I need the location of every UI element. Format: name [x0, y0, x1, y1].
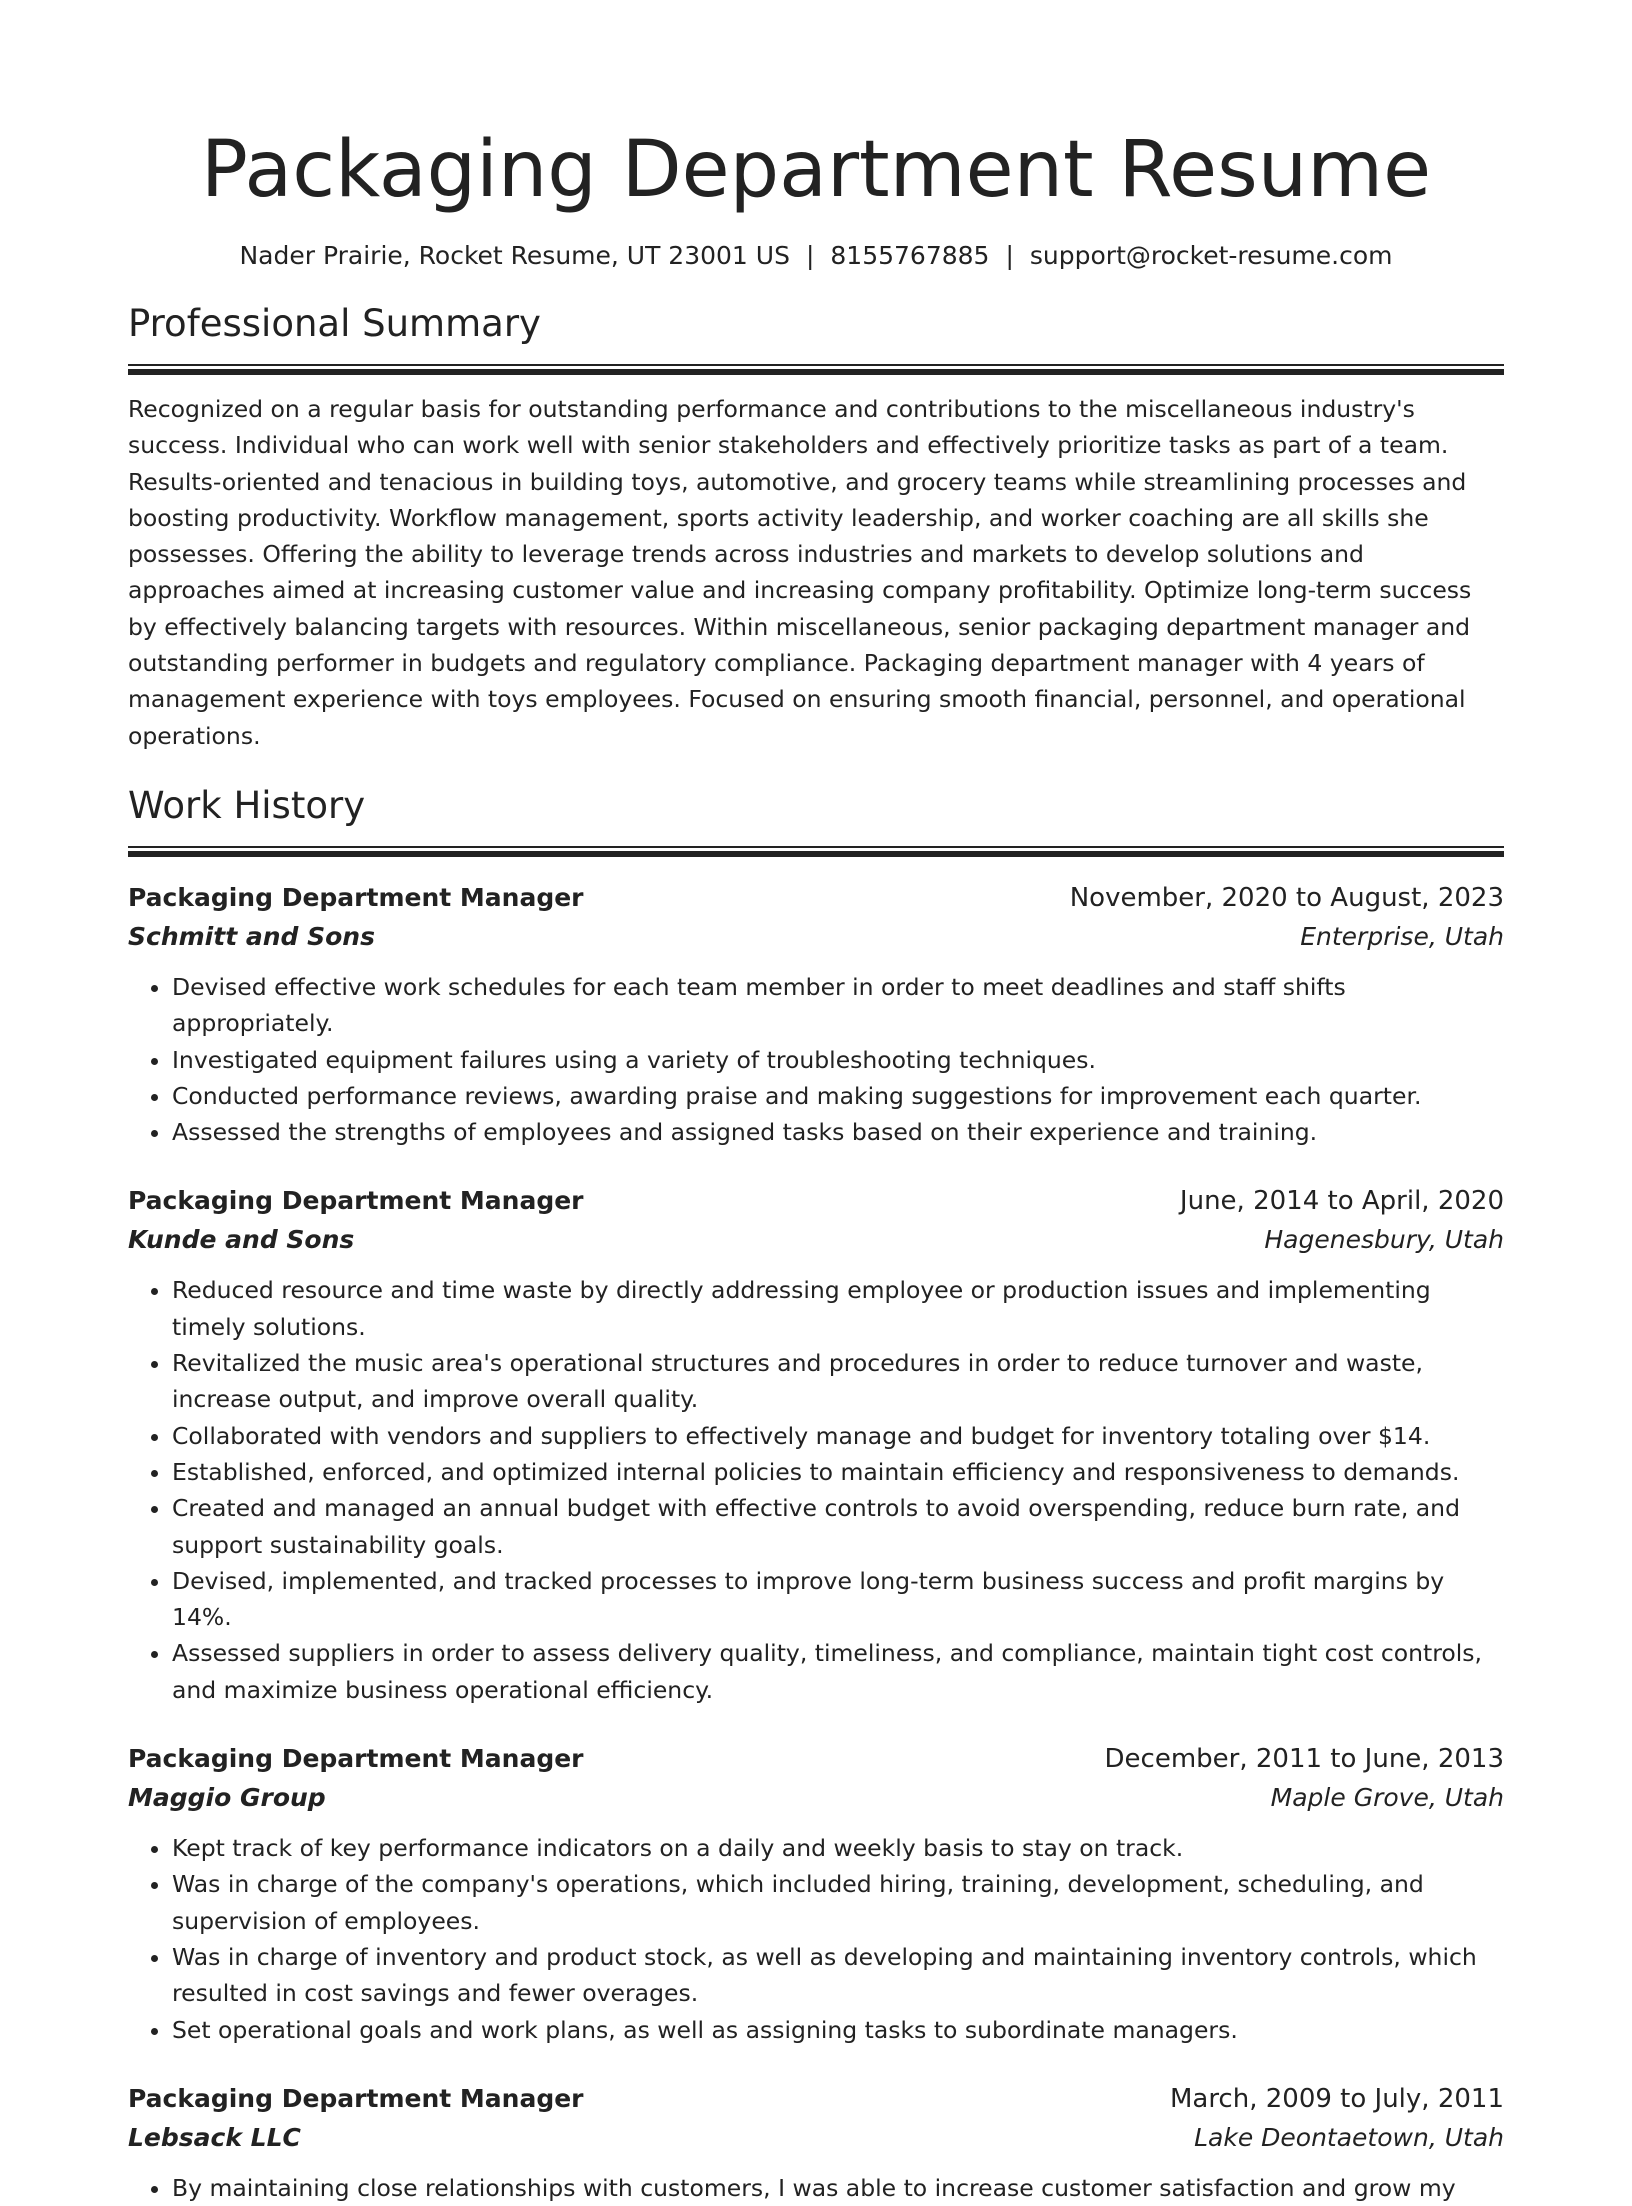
job-subheader-row — [128, 1778, 1504, 1818]
resume-page — [128, 118, 1504, 2206]
job-location: Lake Deontaetown, Utah — [1194, 2122, 1504, 2152]
section-heading-summary: Professional Summary — [128, 302, 541, 345]
job-subheader-row — [128, 1220, 1504, 1260]
job-dates: December, 2011 to June, 2013 — [1104, 1744, 1504, 1775]
job-company: Lebsack LLC — [128, 2122, 301, 2152]
job-bullet: • Revitalized the music area's operational structures and procedures in order to reduce turnover and waste, increase output, and improve overall quality. — [172, 1345, 1504, 1418]
job-dates: June, 2014 to April, 2020 — [1179, 1186, 1504, 1217]
job-subheader-row — [128, 917, 1504, 957]
job-bullet-list — [128, 1272, 1504, 1708]
job-bullet-list — [128, 2170, 1504, 2206]
contact-email: support@rocket-resume.com — [1029, 241, 1393, 270]
job-bullet: • Created and managed an annual budget with effective controls to avoid overspending, reduce burn rate, and support sustainability goals. — [172, 1490, 1504, 1563]
section-divider — [128, 846, 1504, 857]
contact-phone: 8155767885 — [830, 241, 990, 270]
job-bullet: • By maintaining close relationships with customers, I was able to increase customer satisfaction and grow my — [172, 2170, 1504, 2206]
job-bullet: • Collaborated with vendors and suppliers to effectively manage and budget for inventory totaling over $14. — [172, 1418, 1504, 1454]
job-header-row — [128, 1740, 1504, 1778]
job-subheader-row — [128, 2118, 1504, 2158]
job-bullet-list — [128, 969, 1504, 1150]
job-bullet: • Was in charge of the company's operations, which included hiring, training, development, scheduling, and supervision of employees. — [172, 1866, 1504, 1939]
job-dates: November, 2020 to August, 2023 — [1069, 882, 1504, 913]
job-bullet: • Conducted performance reviews, awarding praise and making suggestions for improvement each quarter. — [172, 1078, 1504, 1114]
job-bullet: • Was in charge of inventory and product stock, as well as developing and maintaining inventory controls, which resulted in cost savings and fewer overages. — [172, 1939, 1504, 2012]
job-bullet: • Assessed suppliers in order to assess delivery quality, timeliness, and compliance, maintain tight cost controls, and maximize business operational efficiency. — [172, 1635, 1504, 1708]
contact-separator: | — [1005, 241, 1014, 270]
job-header-row — [128, 1182, 1504, 1220]
job-entry — [128, 2080, 1504, 2206]
job-bullet-list — [128, 1830, 1504, 2048]
work-history-section — [128, 782, 1504, 2206]
summary-text: Recognized on a regular basis for outstanding performance and contributions to the miscellaneous industry's success. Individual who can work well with senior stakeholders and effectively prioritize tasks as part of a team. Results-oriented and tenacious in building toys, automotive, and grocery teams while streamlining processes and boosting productivity. Workflow management, sports activity leadership, and worker coaching are all skills she possesses. Offering the ability to leverage trends across industries and markets to develop solutions and approaches aimed at increasing customer value and increasing company profitability. Optimize long-term success by effectively balancing targets with resources. Within miscellaneous, senior packaging department manager and outstanding performer in budgets and regulatory compliance. Packaging department manager with 4 years of management experience with toys employees. Focused on ensuring smooth financial, personnel, and operational operations. — [128, 395, 1472, 750]
resume-title: Packaging Department Resume — [200, 125, 1432, 215]
job-title: Packaging Department Manager — [128, 882, 584, 912]
job-bullet: • Devised effective work schedules for each team member in order to meet deadlines and staff shifts appropriately. — [172, 969, 1504, 1042]
job-dates: March, 2009 to July, 2011 — [1169, 2083, 1504, 2114]
job-title: Packaging Department Manager — [128, 1744, 584, 1774]
job-company: Kunde and Sons — [128, 1225, 355, 1255]
job-entry — [128, 1740, 1504, 2048]
job-title: Packaging Department Manager — [128, 2083, 584, 2113]
job-bullet: • Set operational goals and work plans, as well as assigning tasks to subordinate managers. — [172, 2012, 1504, 2048]
job-location: Enterprise, Utah — [1300, 921, 1504, 951]
job-title: Packaging Department Manager — [128, 1186, 584, 1216]
job-bullet: • Devised, implemented, and tracked processes to improve long-term business success and profit margins by 14%. — [172, 1563, 1504, 1636]
contact-address: Nader Prairie, Rocket Resume, UT 23001 US — [239, 241, 790, 270]
job-header-row — [128, 2080, 1504, 2118]
job-entry — [128, 879, 1504, 1150]
section-heading-work-history: Work History — [128, 783, 366, 827]
job-bullet: • Reduced resource and time waste by directly addressing employee or production issues and implementing timely solutions. — [172, 1272, 1504, 1345]
job-bullet: • Investigated equipment failures using a variety of troubleshooting techniques. — [172, 1042, 1504, 1078]
job-location: Hagenesbury, Utah — [1264, 1225, 1504, 1255]
contact-separator: | — [805, 241, 815, 270]
job-company: Schmitt and Sons — [128, 921, 375, 951]
job-header-row — [128, 879, 1504, 917]
job-bullet: • Assessed the strengths of employees and assigned tasks based on their experience and training. — [172, 1114, 1504, 1150]
job-bullet: • Established, enforced, and optimized internal policies to maintain efficiency and responsiveness to demands. — [172, 1454, 1504, 1490]
job-entry — [128, 1182, 1504, 1708]
job-company: Maggio Group — [128, 1783, 326, 1813]
contact-line — [128, 238, 1504, 274]
professional-summary-section — [128, 300, 1504, 754]
job-location: Maple Grove, Utah — [1270, 1783, 1504, 1813]
section-divider — [128, 364, 1504, 375]
job-bullet: • Kept track of key performance indicators on a daily and weekly basis to stay on track. — [172, 1830, 1504, 1866]
